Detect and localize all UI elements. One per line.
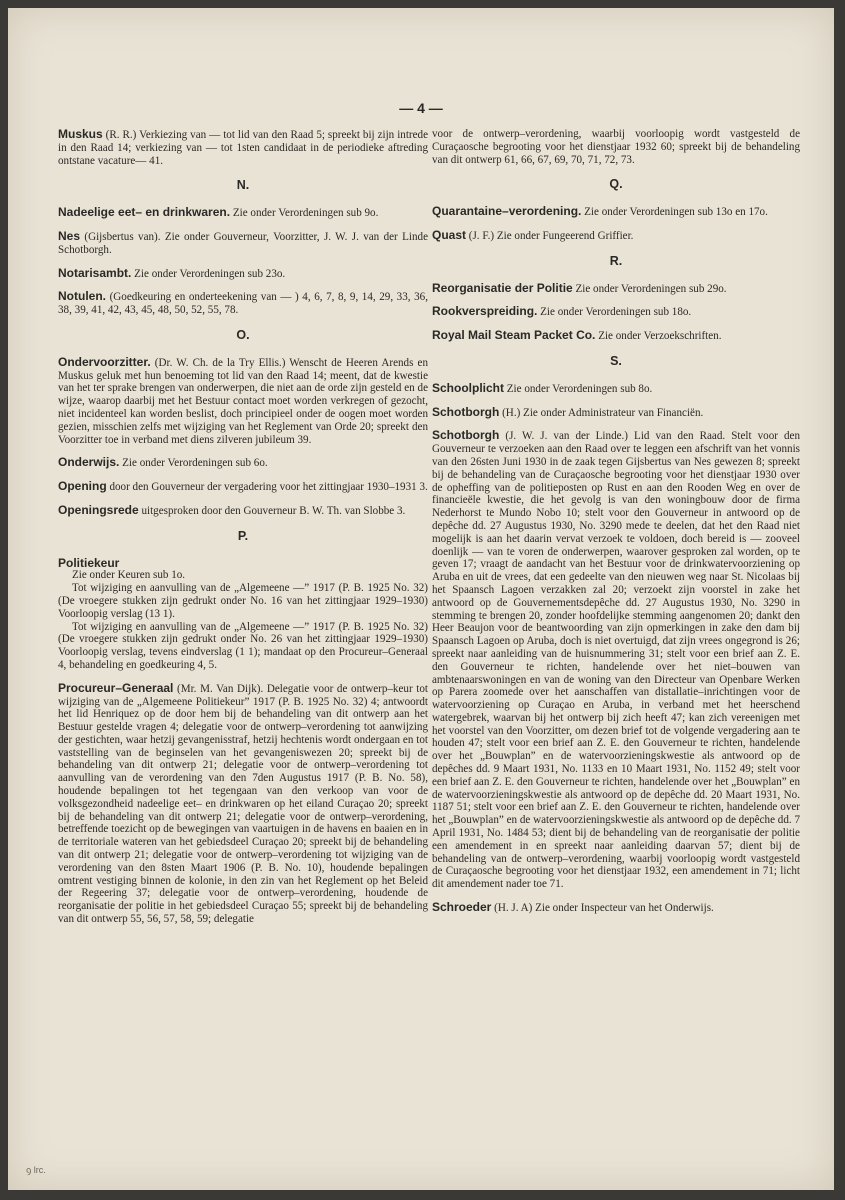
entry-text: door den Gouverneur der vergadering voor het zittingjaar 1930–1931 3. xyxy=(109,481,428,494)
entry-head: Rookverspreiding. xyxy=(432,304,538,319)
right-column xyxy=(432,128,800,925)
entry-text: Zie onder Verzoekschriften. xyxy=(598,330,722,343)
index-entry xyxy=(58,290,428,317)
index-entry xyxy=(58,456,428,470)
entry-text: Zie onder Verordeningen sub 13o en 17o. xyxy=(584,206,768,219)
corner-mark: ꝯ lrc. xyxy=(26,1165,46,1175)
entry-head: Politiekeur xyxy=(58,555,120,570)
entry-text: (J. W. J. van der Linde.) Lid van den Raad. Stelt voor den Gouverneur te verzoeken aan den Raad over te leggen een afschrift van het vonnis van den 26sten Juni 1930 in de zaak tegen Gijsbertus van Nes gewezen 8; spreekt bij de behandeling van de Curaçaosche begrooting voor het dienstjaar 1930 over de opheffing van de politieposten op Rust en aan den Rooden Weg en over de financieële kwestie, die het gevolg is van den woningbouw door de firma Nederhorst te Mundo Nobo 10; stelt voor den Gouverneur in antwoord op de depêche dd. 27 Augustus 1930, No. 3290 mede te deelen, dat het den Raad niet mogelijk is aan het daarin vervat verzoek te voldoen, doch bereid is — zooveel doenlijk — van te voren de onderwerpen, waarover gesproken zal worden, op te geven 17; vraagt de aandacht van het Bestuur voor de drinkwatervoorziening op Aruba en uit de vrees, dat een gedeelte van den nieuwen weg naar St. Nicolaas bij het Spaansch Lagoen verzakken zal 20; verzoekt zijn voorstel in zake het antwoord op de Gouvernementsdepêche dd. 27 Augustus 1930, No. 3290 in stemming te brengen 20, zonder hoofdelijke stemming aangenomen 20; dankt den Heer Beaujon voor de beantwoording van zijn opmerkingen in zake den dam bij Spaansch Lagoen op Aruba, doch is niet overtuigd, dat zijn vrees ongegrond is 26; spreekt naar aanleiding van de huisnummering 31; stelt voor een brief aan Z. E. den Gouverneur te richten, handelende over het niet–bouwen van ambtenaarswoningen en van de woning van den Directeur van Openbare Werken op Parera zoomede over het aanschaffen van distallatie–inrichtingen voor de watervoorziening op Curaçao en Aruba, in verband met het heerschend watergebrek, waarvan bij het ontwerp bij zich heeft 47; kan zich vereenigen met het voorstel van den Voorzitter, om dezen brief tot de volgende vergadering aan te houden 47; stelt voor een brief aan Z. E. den Gouverneur te richten, handelende over het „Bouwplan” en de watervoorzieningskwestie als antwoord op de depêches dd. 9 Maart 1931, No. 1133 en 10 Maart 1931, No. 1152 49; stelt voor een brief aan Z. E. den Gouverneur te richten, handelende over het „Bouwplan” en de watervoorzieningskwestie als antwoord op de depêche dd. 20 Maart 1931, No. 1187 51; stelt voor een brief aan Z. E. den Gouverneur te richten, handelende over het „Bouwplan” en de watervoorzieningskwestie als antwoord op de depêche dd. 7 April 1931, No. 1484 53; dient bij de behandeling van de reorganisatie der politie een amendement in en spreekt naar aanleiding daarvan 57; dient bij de behandeling van de ontwerp–verordening, waarbij voorloopig wordt vastgesteld de Curaçaosche begrooting voor het dienstjaar 1932, een amendement in 71; licht dit amendement nader toe 71. xyxy=(432,430,800,891)
entry-text: (Dr. W. Ch. de la Try Ellis.) Wenscht de Heeren Arends en Muskus geluk met hun benoeming tot lid van den Raad 14; meent, dat de kwestie van het ter sprake brengen van onderwerpen, die niet aan de orde zijn gesteld en de wijze, waarop daarbij met het Bestuur contact moet worden verkregen of gezocht, niet incidenteel kan worden beslist, doch principieel onder de oogen moet worden gezien, misschien zelfs met wijziging van het Reglement van Orde 20; spreekt den Voorzitter toe in verband met diens zilveren jubileum 39. xyxy=(58,356,428,446)
index-entry xyxy=(432,406,800,420)
section-letter: R. xyxy=(609,253,623,268)
section-letter: Q. xyxy=(609,177,623,192)
index-entry xyxy=(432,229,800,243)
entry-paragraph: Tot wijziging en aanvulling van de „Algemeene —” 1917 (P. B. 1925 No. 32) (De vroegere stukken zijn gedrukt onder No. 26 van het zittingjaar 1929–1930) Voorloopig verslag, tevens eindverslag (1 1); mandaat op den Procureur–Generaal 4, behandeling en goedkeuring 4, 5. xyxy=(58,620,428,671)
entry-head: Schotborgh xyxy=(432,404,500,419)
entry-head: Notarisambt. xyxy=(58,265,132,280)
entry-text: uitgesproken door den Gouverneur B. W. Th. van Slobbe 3. xyxy=(141,504,406,517)
entry-head: Quarantaine–verordening. xyxy=(432,204,582,219)
entry-text: Zie onder Verordeningen sub 8o. xyxy=(506,382,653,395)
section-letter: N. xyxy=(236,178,250,193)
entry-text: Zie onder Verordeningen sub 6o. xyxy=(122,457,268,470)
index-entry xyxy=(432,429,800,891)
index-entry xyxy=(58,128,428,167)
entry-head: Schroeder xyxy=(432,900,492,915)
index-entry xyxy=(432,205,800,219)
entry-head: Nadeelige eet– en drinkwaren. xyxy=(58,205,231,220)
document-page xyxy=(8,8,834,1190)
index-entry xyxy=(432,282,800,296)
entry-text: (H.) Zie onder Administrateur van Financiën. xyxy=(502,406,704,419)
entry-line: Zie onder Keuren sub 1o. xyxy=(72,569,186,582)
entry-head: Schoolplicht xyxy=(432,380,504,395)
section-letter: S. xyxy=(610,353,622,368)
entry-head: Procureur–Generaal xyxy=(58,680,174,695)
entry-head: Quast xyxy=(432,227,467,242)
entry-paragraph: Tot wijziging en aanvulling van de „Algemeene —” 1917 (P. B. 1925 No. 32) (De vroegere stukken zijn gedrukt onder No. 16 van het zittingjaar 1929–1930) Voorloopig verslag (13 1). xyxy=(58,582,428,620)
entry-head: Schotborgh xyxy=(432,428,500,443)
index-entry-politiekeur xyxy=(58,557,428,672)
entry-head: Notulen. xyxy=(58,289,106,304)
index-entry xyxy=(432,901,800,915)
entry-text: (R. R.) Verkiezing van — tot lid van den Raad 5; spreekt bij zijn intrede in den Raad 14; verkiezing van — tot 1sten candidaat in de periodieke aftreding ontstane vacature— 41. xyxy=(58,129,429,167)
entry-continuation: voor de ontwerp–verordening, waarbij voorloopig wordt vastgesteld de Curaçaosche begrooting voor het dienstjaar 1932 60; spreekt bij de behandeling van dit ontwerp 61, 66, 67, 69, 70, 71, 72, 73. xyxy=(432,128,800,166)
index-entry xyxy=(58,356,428,447)
left-column xyxy=(58,128,428,936)
index-entry xyxy=(58,480,428,494)
page-number: — 4 — xyxy=(399,100,443,116)
entry-head: Onderwijs. xyxy=(58,455,120,470)
entry-head: Opening xyxy=(58,479,107,494)
index-entry xyxy=(432,305,800,319)
section-letter: P. xyxy=(237,528,249,543)
index-entry xyxy=(432,382,800,396)
entry-head: Ondervoorzitter. xyxy=(58,354,151,369)
index-entry-procureur xyxy=(58,682,428,926)
entry-text: Zie onder Verordeningen sub 29o. xyxy=(575,282,727,295)
section-letter: O. xyxy=(236,327,250,342)
entry-text: (J. F.) Zie onder Fungeerend Griffier. xyxy=(468,229,634,242)
entry-head: Muskus xyxy=(58,127,103,141)
entry-text: (H. J. A) Zie onder Inspecteur van het Onderwijs. xyxy=(494,902,714,915)
entry-text: Zie onder Verordeningen sub 9o. xyxy=(232,207,379,220)
entry-text: (Goedkeuring en onderteekening van — ) 4, 6, 7, 8, 9, 14, 29, 33, 36, 38, 39, 41, 42, 43, 45, 48, 50, 52, 55, 78. xyxy=(58,291,428,317)
entry-text: (Mr. M. Van Dijk). Delegatie voor de ontwerp–keur tot wijziging van de „Algemeene Politiekeur” 1917 (P. B. 1925 No. 32) 4; antwoordt het lid Henriquez op de door hem bij de behandeling van dit ontwerp aan het Bestuur gestelde vragen 4; delegatie voor de ontwerp–verordening tot aanwijzing der gestichten, waar hetzij gevangenisstraf, hetzij hechtenis wordt ondergaan en tot vaststelling van de beginselen van het gevangeniswezen 20; spreekt bij de behandeling van dit ontwerp 21; delegatie voor de ontwerp–verordening tot aanvulling van de verordening van den 7den Augustus 1917 (P. B. No. 58), houdende bepalingen tot het tegengaan van den verkoop van voor de volksgezondheid nadeelige eet– en drinkwaren op het eiland Curaçao 20; spreekt bij de behandeling van dit ontwerp 21; delegatie voor de ontwerp–verordening, betreffende toezicht op de bewegingen van vaartuigen in de havens en baaien en in de territoriale wateren van het gebiedsdeel Curaçao 20; spreekt bij de behandeling van dit ontwerp 21; delegatie voor de ontwerp–verordening tot wijziging van de verordening van den 8sten Maart 1906 (P. B. No. 10), houdende bepalingen omtrent vestiging binnen de kolonie, in den zin van het Reglement op het Beleid der Regeering 37; delegatie voor de ontwerp–verordening, houdende de reorganisatie der politie in het gebiedsdeel Curaçao 55; spreekt bij de behandeling van dit ontwerp 55, 56, 57, 58, 59; delegatie xyxy=(58,682,428,926)
entry-text: (Gijsbertus van). Zie onder Gouverneur, Voorzitter, J. W. J. van der Linde Schotborgh. xyxy=(58,230,428,256)
entry-text: Zie onder Verordeningen sub 23o. xyxy=(134,267,286,280)
entry-head: Royal Mail Steam Packet Co. xyxy=(432,328,596,343)
index-entry xyxy=(432,329,800,343)
index-entry xyxy=(58,206,428,220)
entry-head: Reorganisatie der Politie xyxy=(432,280,573,295)
entry-head: Nes xyxy=(58,228,81,243)
entry-text: Zie onder Verordeningen sub 18o. xyxy=(540,306,692,319)
index-entry xyxy=(58,230,428,257)
index-entry xyxy=(58,267,428,281)
index-entry xyxy=(58,504,428,518)
entry-head: Openingsrede xyxy=(58,502,139,517)
